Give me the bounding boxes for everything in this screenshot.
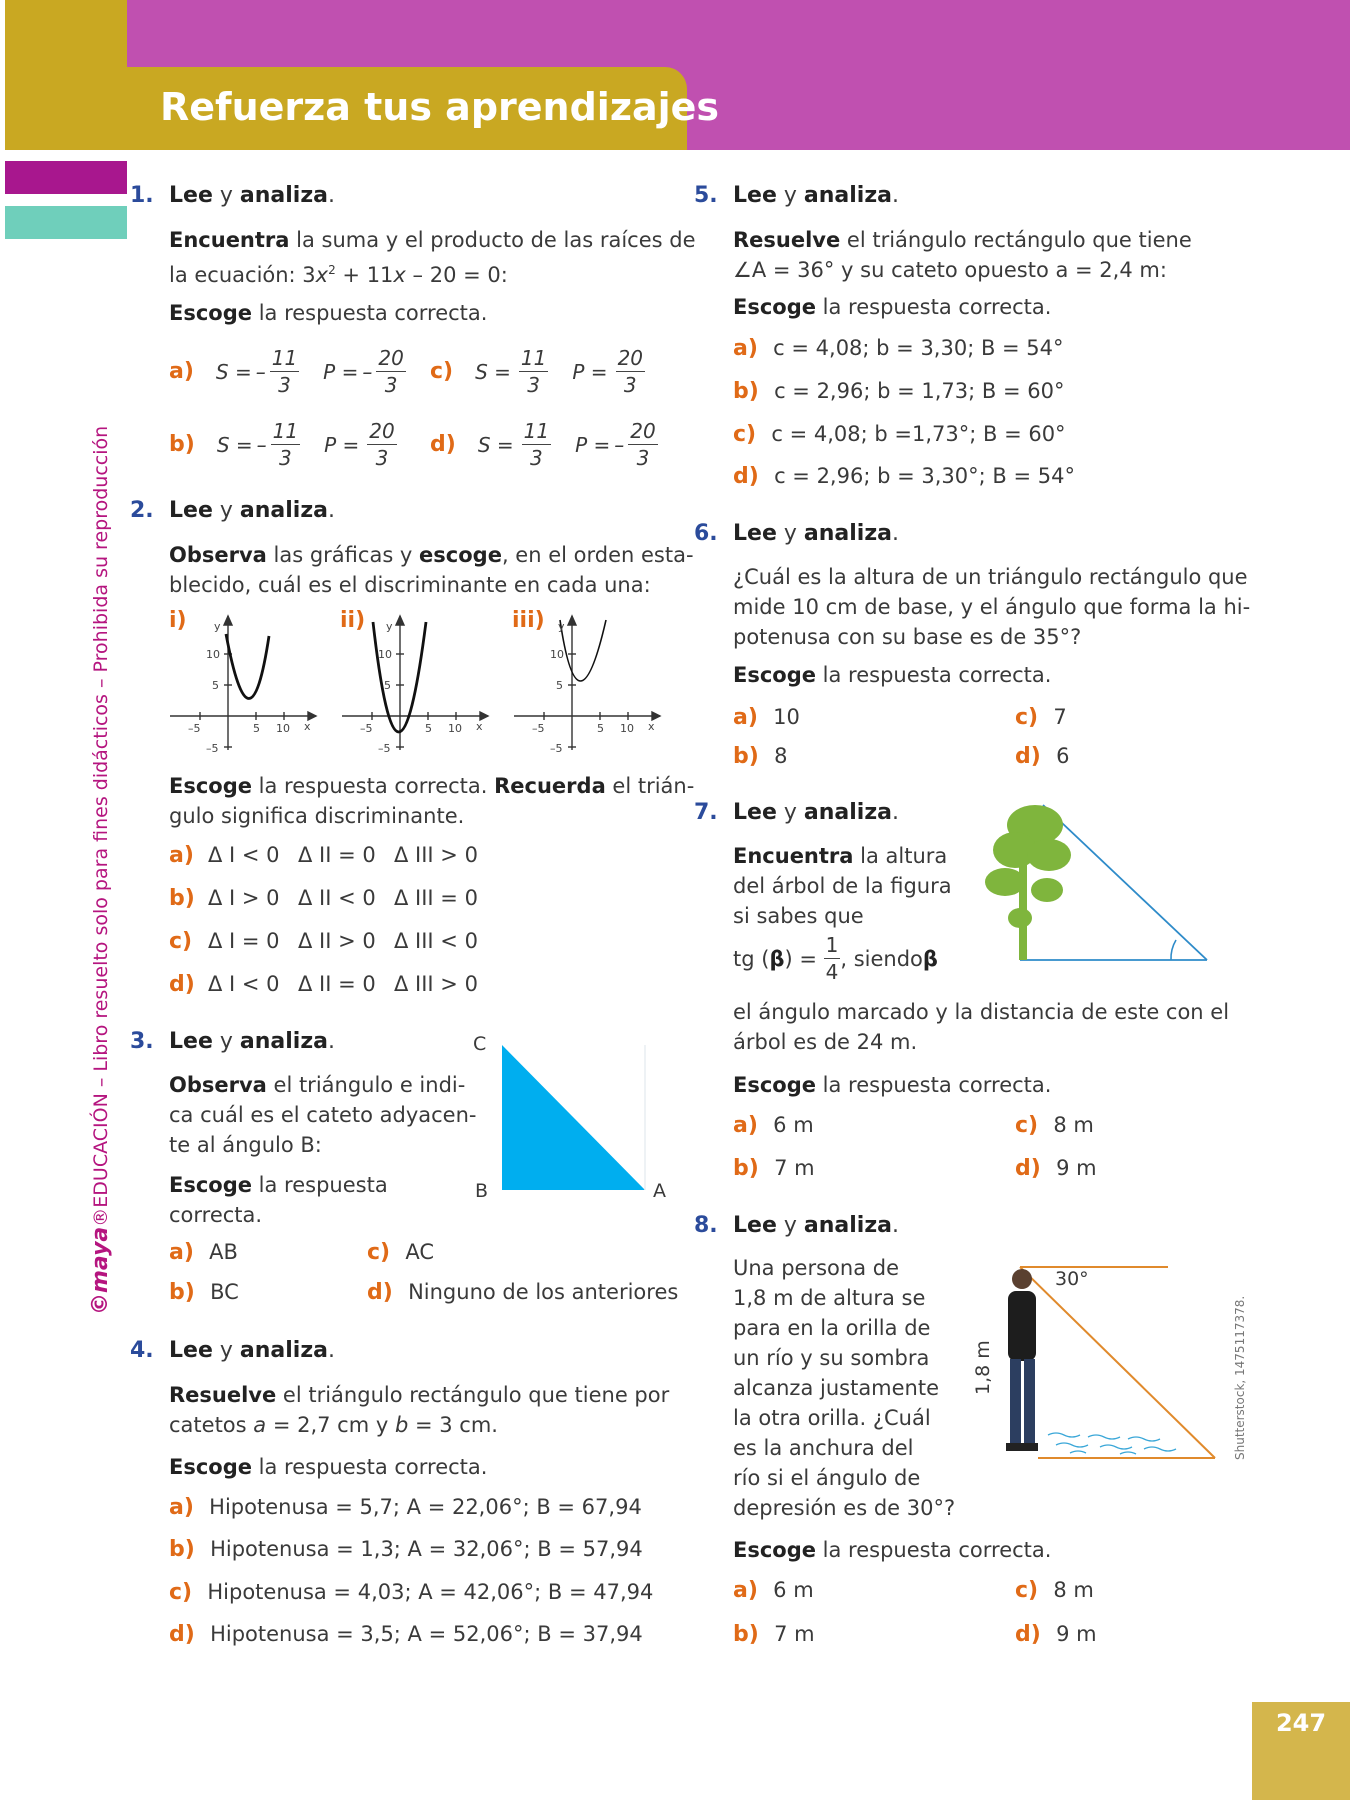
q4-option-b[interactable]: b) Hipotenusa = 1,3; A = 32,06°; B = 57,94 [169, 1537, 643, 1562]
q2-number: 2. [130, 498, 154, 523]
q3-option-c[interactable]: c) AC [367, 1240, 435, 1265]
svg-text:–5: –5 [206, 742, 219, 755]
q4-option-d[interactable]: d) Hipotenusa = 3,5; A = 52,06°; B = 37,94 [169, 1622, 643, 1647]
q3-vertex-c: C [473, 1033, 487, 1055]
q2-text-1: Observa las gráficas y escoge, en el orden esta- [169, 543, 694, 567]
svg-text:y: y [214, 620, 221, 633]
q2-option-a[interactable]: a) Δ I < 0 Δ II = 0 Δ III > 0 [169, 843, 478, 868]
q3-vertex-b: B [475, 1180, 489, 1202]
svg-text:–5: –5 [550, 742, 563, 755]
q5-option-c[interactable]: c) c = 4,08; b =1,73°; B = 60° [733, 422, 1066, 447]
q7-text-5: el ángulo marcado y la distancia de este con el [733, 1000, 1230, 1024]
svg-text:x: x [476, 720, 483, 733]
q8-line-9: depresión es de 30°? [733, 1496, 956, 1520]
q7-text-2: del árbol de la figura [733, 874, 952, 898]
q1-choose: Escoge la respuesta correcta. [169, 301, 488, 325]
brand-logo: ©maya [88, 1226, 113, 1315]
svg-text:10: 10 [448, 722, 462, 735]
svg-text:10: 10 [206, 648, 220, 661]
q2-text-2: blecido, cuál es el discriminante en cada una: [169, 573, 651, 597]
svg-text:y: y [558, 620, 565, 633]
person-icon [1006, 1269, 1038, 1451]
svg-text:10: 10 [378, 648, 392, 661]
q3-option-b[interactable]: b) BC [169, 1280, 239, 1305]
q2-option-c[interactable]: c) Δ I = 0 Δ II > 0 Δ III < 0 [169, 929, 478, 954]
q6-text-2: mide 10 cm de base, y el ángulo que forma la hi- [733, 595, 1251, 619]
q5-choose: Escoge la respuesta correcta. [733, 295, 1052, 319]
q3-text-5: correcta. [169, 1203, 263, 1227]
svg-text:–5: –5 [378, 742, 391, 755]
svg-text:5: 5 [384, 679, 391, 692]
q3-vertex-a: A [653, 1180, 666, 1202]
q4-option-a[interactable]: a) Hipotenusa = 5,7; A = 22,06°; B = 67,94 [169, 1495, 642, 1520]
q5-option-d[interactable]: d) c = 2,96; b = 3,30°; B = 54° [733, 464, 1075, 489]
q8-option-a[interactable]: a) 6 m [733, 1578, 814, 1603]
q6-text-1: ¿Cuál es la altura de un triángulo rectángulo que [733, 565, 1248, 589]
q7-heading: Lee y analiza. [733, 800, 899, 825]
svg-text:5: 5 [556, 679, 563, 692]
q3-text-4: Escoge la respuesta [169, 1173, 388, 1197]
graph-iii [512, 612, 662, 762]
q8-line-4: un río y su sombra [733, 1346, 930, 1370]
q7-tree-figure [975, 800, 1215, 970]
q8-line-3: para en la orilla de [733, 1316, 931, 1340]
svg-text:5: 5 [212, 679, 219, 692]
side-copyright-text: ®EDUCACIÓN – Libro resuelto solo para fines didácticos – Prohibida su reproducción [90, 425, 112, 1227]
q6-option-b[interactable]: b) 8 [733, 744, 788, 769]
q6-number: 6. [694, 521, 718, 546]
graph-i [168, 612, 318, 762]
q3-text-3: te al ángulo B: [169, 1133, 322, 1157]
svg-text:x: x [304, 720, 311, 733]
q3-option-a[interactable]: a) AB [169, 1240, 238, 1265]
q7-choose: Escoge la respuesta correcta. [733, 1073, 1052, 1097]
q6-option-d[interactable]: d) 6 [1015, 744, 1070, 769]
q2-heading: Lee y analiza. [169, 498, 335, 523]
q1-text-2: la ecuación: $3x^2 + 11x - 20 = 0$: [169, 263, 508, 287]
q4-number: 4. [130, 1338, 154, 1363]
svg-text:y: y [386, 620, 393, 633]
svg-text:5: 5 [253, 722, 260, 735]
q8-number: 8. [694, 1213, 718, 1238]
q7-text-1: Encuentra la altura [733, 844, 948, 868]
q7-text-6: árbol es de 24 m. [733, 1030, 918, 1054]
q8-line-1: Una persona de [733, 1256, 900, 1280]
svg-text:10: 10 [550, 648, 564, 661]
q3-text-1: Observa el triángulo e indi- [169, 1073, 466, 1097]
page-title: Refuerza tus aprendizajes [160, 85, 719, 129]
q8-river-figure [960, 1255, 1220, 1465]
q2-option-b[interactable]: b) Δ I > 0 Δ II < 0 Δ III = 0 [169, 886, 478, 911]
header-edge [0, 0, 5, 150]
q1-number: 1. [130, 183, 154, 208]
q7-option-c[interactable]: c) 8 m [1015, 1113, 1094, 1138]
q3-triangle [470, 1030, 670, 1210]
svg-text:x: x [648, 720, 655, 733]
svg-text:10: 10 [620, 722, 634, 735]
q8-option-d[interactable]: d) 9 m [1015, 1622, 1097, 1647]
q4-heading: Lee y analiza. [169, 1338, 335, 1363]
q4-choose: Escoge la respuesta correcta. [169, 1455, 488, 1479]
q1-text-1: Encuentra la suma y el producto de las raíces de [169, 228, 696, 252]
svg-text:5: 5 [597, 722, 604, 735]
q8-choose: Escoge la respuesta correcta. [733, 1538, 1052, 1562]
header-gold-band [0, 0, 127, 150]
q8-option-b[interactable]: b) 7 m [733, 1622, 815, 1647]
q3-heading: Lee y analiza. [169, 1029, 335, 1054]
page-number: 247 [1252, 1702, 1350, 1800]
q1-option-d[interactable]: d) S = $\frac{11}{3}$ P = – $\frac{20}{3}$ [430, 419, 656, 470]
tree-icon [985, 805, 1071, 960]
graph-i-label: i) [169, 608, 187, 633]
svg-text:–5: –5 [188, 722, 201, 735]
side-tab-magenta [5, 161, 127, 194]
q1-option-c[interactable]: c) S = $\frac{11}{3}$ P = $\frac{20}{3}$ [430, 346, 644, 397]
graph-iii-label: iii) [512, 608, 545, 633]
q5-option-a[interactable]: a) c = 4,08; b = 3,30; B = 54° [733, 336, 1064, 361]
q3-text-2: ca cuál es el cateto adyacen- [169, 1103, 477, 1127]
q8-angle-label: 30° [1055, 1268, 1089, 1290]
q6-choose: Escoge la respuesta correcta. [733, 663, 1052, 687]
svg-text:–5: –5 [360, 722, 373, 735]
q8-line-5: alcanza justamente [733, 1376, 940, 1400]
q1-heading: Lee y analiza. [169, 183, 335, 208]
graph-ii-label: ii) [340, 608, 366, 633]
q4-option-c[interactable]: c) Hipotenusa = 4,03; A = 42,06°; B = 47,94 [169, 1580, 654, 1605]
q5-heading: Lee y analiza. [733, 183, 899, 208]
q7-text-3: si sabes que [733, 904, 864, 928]
q5-option-b[interactable]: b) c = 2,96; b = 1,73; B = 60° [733, 379, 1065, 404]
q6-heading: Lee y analiza. [733, 521, 899, 546]
q2-text-3: Escoge la respuesta correcta. Recuerda el trián- [169, 774, 695, 798]
q7-option-b[interactable]: b) 7 m [733, 1156, 815, 1181]
q2-text-4: gulo significa discriminante. [169, 804, 465, 828]
q6-text-3: potenusa con su base es de 35°? [733, 625, 1082, 649]
side-tab-teal [5, 206, 127, 239]
q7-number: 7. [694, 800, 718, 825]
q1-option-b[interactable]: b) S = – $\frac{11}{3}$ P = $\frac{20}{3}$ [169, 419, 395, 470]
q3-number: 3. [130, 1029, 154, 1054]
side-copyright [88, 425, 113, 1315]
q5-text-2: ∠A = 36° y su cateto opuesto a = 2,4 m: [733, 258, 1167, 282]
svg-text:10: 10 [276, 722, 290, 735]
q8-option-c[interactable]: c) 8 m [1015, 1578, 1094, 1603]
q8-heading: Lee y analiza. [733, 1213, 899, 1238]
q4-text-2: catetos a = 2,7 cm y b = 3 cm. [169, 1413, 498, 1437]
q1-option-a[interactable]: a) S = – $\frac{11}{3}$ P = – $\frac{20}{3}$ [169, 346, 404, 397]
q8-line-8: río si el ángulo de [733, 1466, 921, 1490]
q8-height-label: 1,8 m [972, 1340, 994, 1395]
q7-option-a[interactable]: a) 6 m [733, 1113, 814, 1138]
svg-text:5: 5 [425, 722, 432, 735]
graph-ii [340, 612, 490, 762]
q5-text-1: Resuelve el triángulo rectángulo que tiene [733, 228, 1192, 252]
q5-number: 5. [694, 183, 718, 208]
q7-option-d[interactable]: d) 9 m [1015, 1156, 1097, 1181]
water-icon [1048, 1433, 1176, 1454]
svg-text:–5: –5 [532, 722, 545, 735]
q8-line-7: es la anchura del [733, 1436, 914, 1460]
q8-line-2: 1,8 m de altura se [733, 1286, 926, 1310]
q3-option-d[interactable]: d) Ninguno de los anteriores [367, 1280, 679, 1305]
q8-line-6: la otra orilla. ¿Cuál [733, 1406, 931, 1430]
photo-credit: Shutterstock, 1475117378. [1233, 1295, 1247, 1460]
q6-option-a[interactable]: a) 10 [733, 705, 800, 730]
q7-formula: tg ( β ) = $\frac{1}{4}$ , siendo β [733, 933, 938, 984]
q4-text-1: Resuelve el triángulo rectángulo que tiene por [169, 1383, 670, 1407]
q2-option-d[interactable]: d) Δ I < 0 Δ II = 0 Δ III > 0 [169, 972, 478, 997]
q6-option-c[interactable]: c) 7 [1015, 705, 1067, 730]
